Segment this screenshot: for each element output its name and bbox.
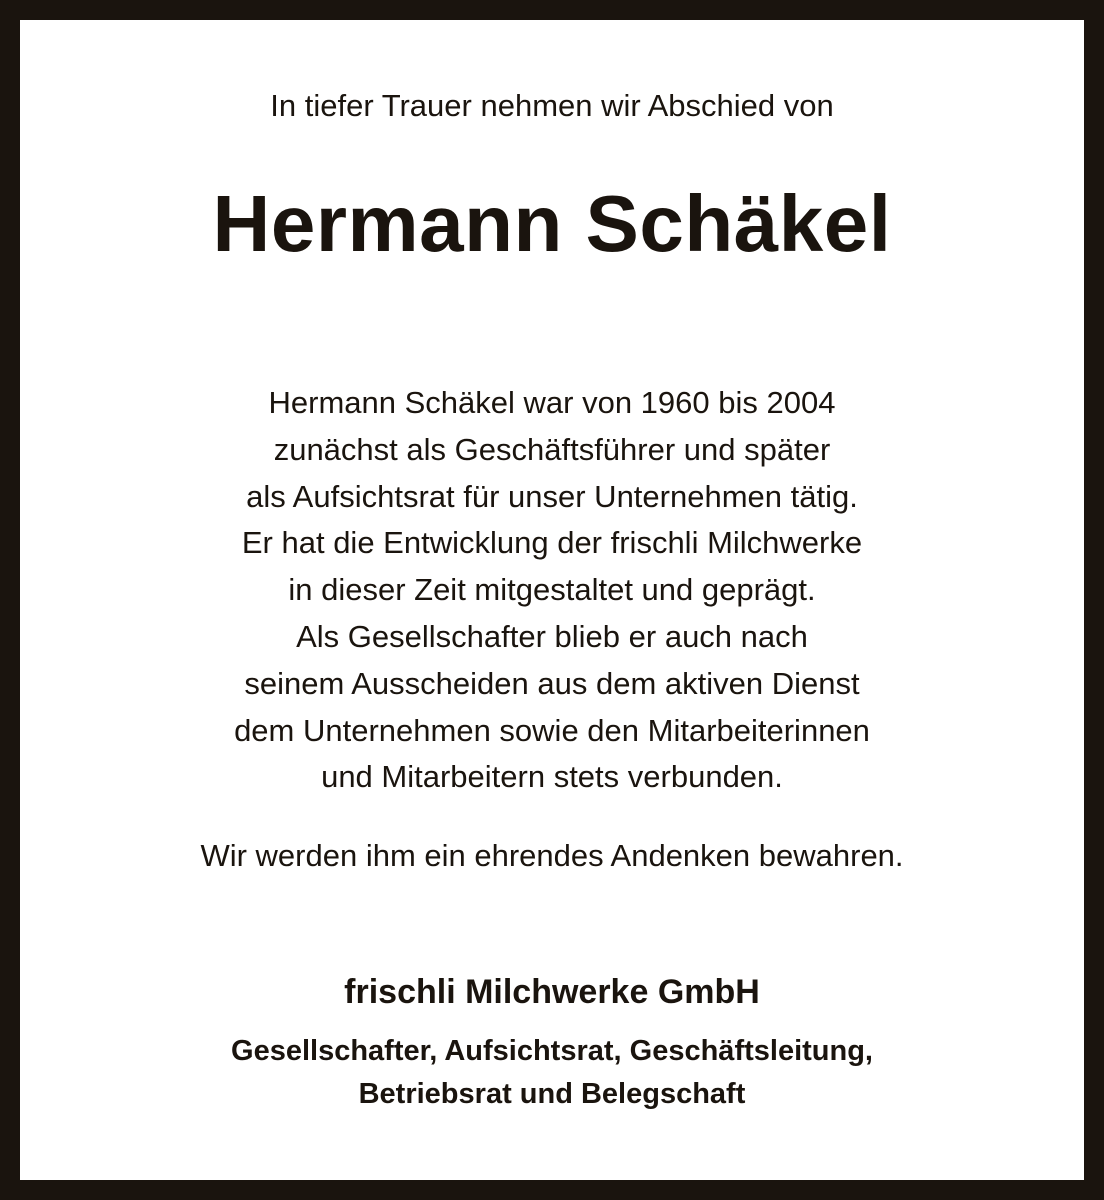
closing-text: Wir werden ihm ein ehrendes Andenken bewahren. bbox=[200, 838, 904, 873]
body-line: Hermann Schäkel war von 1960 bis 2004 bbox=[268, 385, 836, 420]
signers-block bbox=[20, 1030, 1084, 1116]
body-line: zunächst als Geschäftsführer und später bbox=[273, 431, 831, 467]
company-name: frischli Milchwerke GmbH bbox=[344, 973, 760, 1011]
body-line: und Mitarbeitern stets verbunden. bbox=[321, 759, 783, 795]
signers-line: Betriebsrat und Belegschaft bbox=[358, 1078, 746, 1110]
body-line: Er hat die Entwicklung der frischli Milchwerke bbox=[241, 525, 863, 561]
intro-text: In tiefer Trauer nehmen wir Abschied von bbox=[270, 88, 834, 123]
body-line: seinem Ausscheiden aus dem aktiven Dienst bbox=[244, 665, 860, 701]
body-line: in dieser Zeit mitgestaltet und geprägt. bbox=[288, 572, 816, 608]
obituary-body bbox=[20, 380, 1084, 801]
body-line: als Aufsichtsrat für unser Unternehmen tätig. bbox=[246, 478, 858, 514]
body-line: Als Gesellschafter blieb er auch nach bbox=[296, 618, 808, 654]
deceased-name: Hermann Schäkel bbox=[212, 179, 892, 268]
body-line: dem Unternehmen sowie den Mitarbeiterinnen bbox=[234, 712, 870, 748]
signers-line: Gesellschafter, Aufsichtsrat, Geschäftsleitung, bbox=[231, 1035, 873, 1067]
